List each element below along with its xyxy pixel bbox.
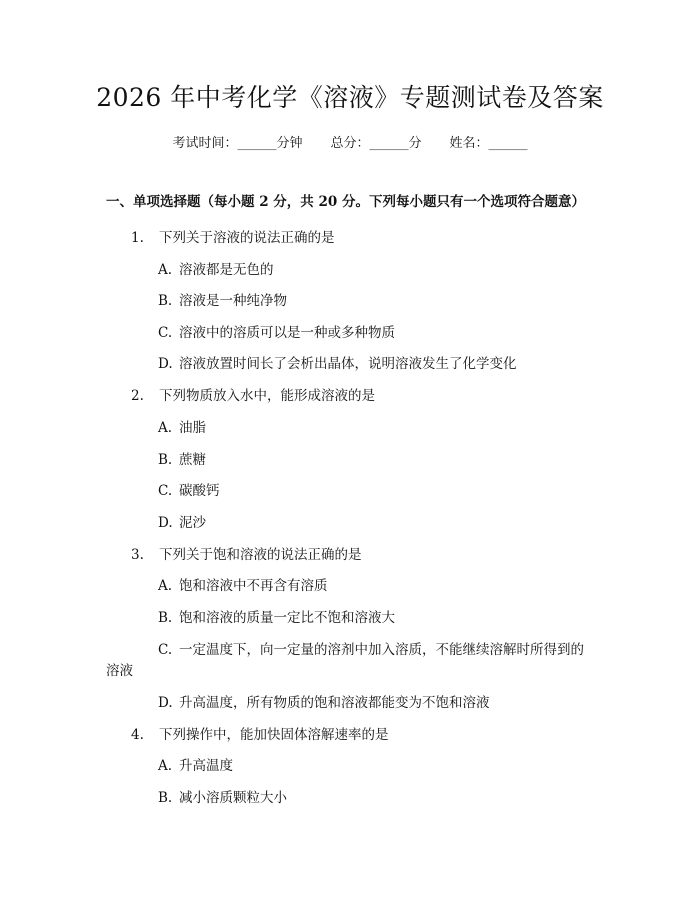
option-text: 溶液中的溶质可以是一种或多种物质 bbox=[179, 325, 395, 341]
option-letter: A. bbox=[158, 578, 173, 594]
name-blank: ______ bbox=[488, 136, 528, 151]
question-2-option-a bbox=[158, 416, 206, 436]
time-unit: 分钟 bbox=[276, 136, 303, 151]
time-label: 考试时间： bbox=[172, 136, 238, 151]
option-text: 油脂 bbox=[179, 420, 206, 436]
question-4-option-b bbox=[158, 786, 287, 806]
option-letter: A. bbox=[158, 262, 173, 278]
time-blank: ______ bbox=[237, 136, 277, 151]
option-text: 升高温度，所有物质的饱和溶液都能变为不饱和溶液 bbox=[179, 695, 490, 711]
question-2-option-c bbox=[158, 479, 220, 499]
option-letter: A. bbox=[158, 758, 173, 774]
option-letter: C. bbox=[158, 642, 173, 658]
score-label: 总分： bbox=[330, 136, 370, 151]
question-number: 2. bbox=[131, 388, 144, 404]
question-number: 3. bbox=[131, 547, 144, 563]
option-letter: D. bbox=[158, 695, 173, 711]
option-letter: D. bbox=[158, 515, 173, 531]
question-1 bbox=[131, 226, 335, 246]
question-number: 4. bbox=[131, 727, 144, 743]
question-3-option-c-continuation: 溶液 bbox=[106, 663, 133, 679]
option-text: 减小溶质颗粒大小 bbox=[179, 790, 287, 806]
option-letter: C. bbox=[158, 325, 173, 341]
option-text: 泥沙 bbox=[179, 515, 206, 531]
question-stem: 下列物质放入水中，能形成溶液的是 bbox=[159, 388, 375, 404]
option-text: 蔗糖 bbox=[179, 452, 206, 468]
question-stem: 下列关于饱和溶液的说法正确的是 bbox=[159, 547, 362, 563]
option-letter: B. bbox=[158, 293, 173, 309]
option-letter: B. bbox=[158, 790, 173, 806]
option-letter: C. bbox=[158, 483, 173, 499]
question-number: 1. bbox=[131, 230, 144, 246]
option-letter: B. bbox=[158, 610, 173, 626]
question-4-option-a bbox=[158, 754, 233, 774]
option-text: 碳酸钙 bbox=[179, 483, 220, 499]
question-3-option-d bbox=[158, 691, 490, 711]
question-2 bbox=[131, 384, 375, 404]
option-letter: B. bbox=[158, 452, 173, 468]
score-unit: 分 bbox=[408, 136, 422, 151]
name-label: 姓名： bbox=[449, 136, 489, 151]
question-1-option-c bbox=[158, 321, 395, 341]
question-4 bbox=[131, 723, 389, 743]
option-letter: A. bbox=[158, 420, 173, 436]
option-text: 一定温度下，向一定量的溶剂中加入溶质，不能继续溶解时所得到的 bbox=[179, 642, 584, 658]
page-title: 2026 年中考化学《溶液》专题测试卷及答案 bbox=[96, 83, 604, 112]
option-letter: D. bbox=[158, 356, 173, 372]
question-2-option-b bbox=[158, 448, 206, 468]
section-heading: 一、单项选择题（每小题 2 分，共 20 分。下列每小题只有一个选项符合题意） bbox=[106, 194, 585, 210]
question-1-option-a bbox=[158, 258, 274, 278]
option-text: 溶液都是无色的 bbox=[179, 262, 274, 278]
question-3-option-c bbox=[158, 638, 584, 658]
option-text: 溶液放置时间长了会析出晶体，说明溶液发生了化学变化 bbox=[179, 356, 517, 372]
question-stem: 下列关于溶液的说法正确的是 bbox=[159, 230, 335, 246]
question-3 bbox=[131, 543, 362, 563]
question-3-option-b bbox=[158, 606, 395, 626]
option-text: 饱和溶液的质量一定比不饱和溶液大 bbox=[179, 610, 395, 626]
question-1-option-b bbox=[158, 289, 287, 309]
question-3-option-a bbox=[158, 574, 328, 594]
option-text: 升高温度 bbox=[179, 758, 233, 774]
question-stem: 下列操作中，能加快固体溶解速率的是 bbox=[159, 727, 389, 743]
option-text: 溶液是一种纯净物 bbox=[179, 293, 287, 309]
option-text: 饱和溶液中不再含有溶质 bbox=[179, 578, 328, 594]
question-2-option-d bbox=[158, 511, 206, 531]
score-blank: ______ bbox=[369, 136, 409, 151]
exam-meta bbox=[0, 132, 700, 151]
question-1-option-d bbox=[158, 352, 517, 372]
